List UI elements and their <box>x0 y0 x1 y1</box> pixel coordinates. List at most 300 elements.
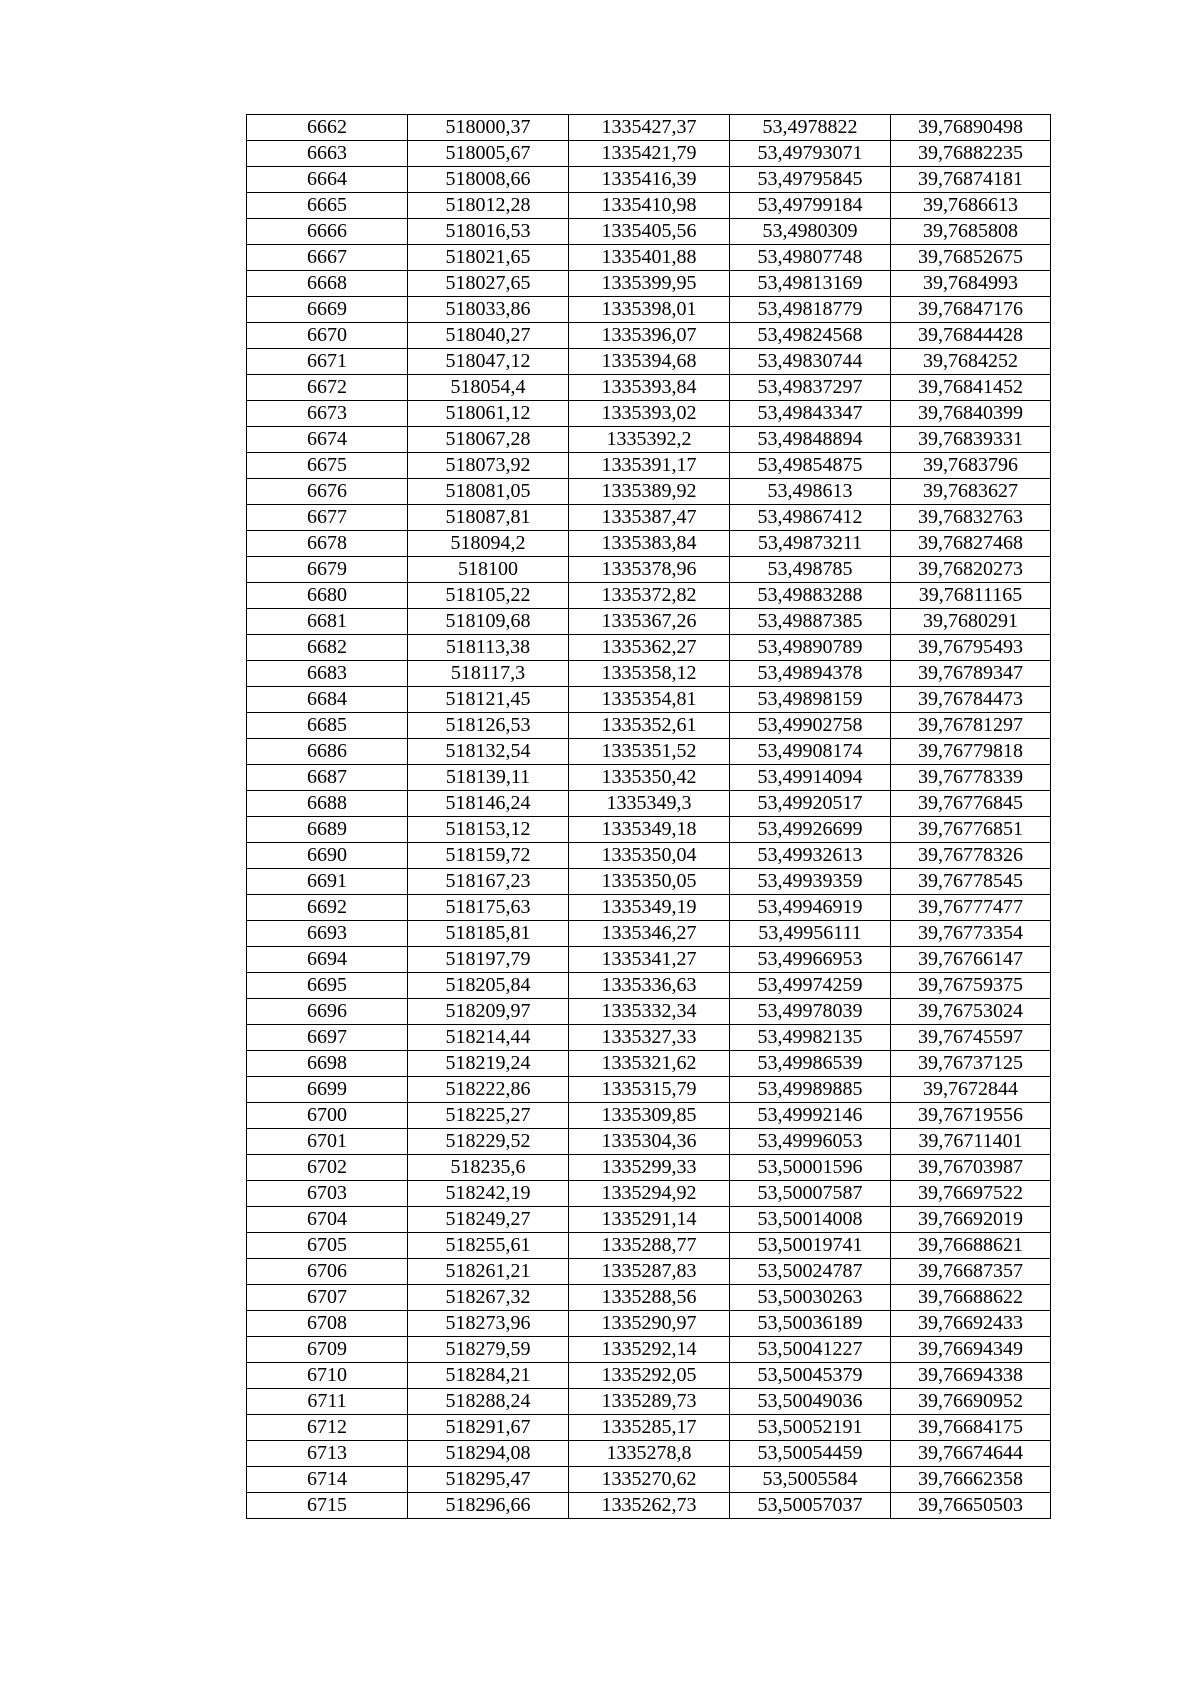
point-number-cell: 6668 <box>247 271 408 297</box>
latitude-cell: 53,50036189 <box>730 1311 891 1337</box>
x-coordinate-cell: 518132,54 <box>408 739 569 765</box>
table-row <box>247 713 1051 739</box>
y-coordinate-cell: 1335349,3 <box>569 791 730 817</box>
point-number-cell: 6690 <box>247 843 408 869</box>
point-number-cell: 6686 <box>247 739 408 765</box>
y-coordinate-cell: 1335292,05 <box>569 1363 730 1389</box>
x-coordinate-cell: 518113,38 <box>408 635 569 661</box>
table-row <box>247 1207 1051 1233</box>
latitude-cell: 53,498785 <box>730 557 891 583</box>
table-row <box>247 323 1051 349</box>
longitude-cell: 39,7686613 <box>891 193 1051 219</box>
latitude-cell: 53,49818779 <box>730 297 891 323</box>
point-number-cell: 6688 <box>247 791 408 817</box>
point-number-cell: 6676 <box>247 479 408 505</box>
latitude-cell: 53,50019741 <box>730 1233 891 1259</box>
x-coordinate-cell: 518296,66 <box>408 1493 569 1519</box>
point-number-cell: 6694 <box>247 947 408 973</box>
table-row <box>247 1311 1051 1337</box>
latitude-cell: 53,50007587 <box>730 1181 891 1207</box>
y-coordinate-cell: 1335393,02 <box>569 401 730 427</box>
point-number-cell: 6713 <box>247 1441 408 1467</box>
longitude-cell: 39,76703987 <box>891 1155 1051 1181</box>
longitude-cell: 39,76882235 <box>891 141 1051 167</box>
y-coordinate-cell: 1335321,62 <box>569 1051 730 1077</box>
point-number-cell: 6672 <box>247 375 408 401</box>
latitude-cell: 53,50052191 <box>730 1415 891 1441</box>
latitude-cell: 53,50057037 <box>730 1493 891 1519</box>
longitude-cell: 39,76839331 <box>891 427 1051 453</box>
latitude-cell: 53,49873211 <box>730 531 891 557</box>
longitude-cell: 39,76795493 <box>891 635 1051 661</box>
point-number-cell: 6708 <box>247 1311 408 1337</box>
table-row <box>247 817 1051 843</box>
latitude-cell: 53,49837297 <box>730 375 891 401</box>
x-coordinate-cell: 518021,65 <box>408 245 569 271</box>
point-number-cell: 6662 <box>247 115 408 141</box>
point-number-cell: 6683 <box>247 661 408 687</box>
longitude-cell: 39,76684175 <box>891 1415 1051 1441</box>
y-coordinate-cell: 1335367,26 <box>569 609 730 635</box>
y-coordinate-cell: 1335399,95 <box>569 271 730 297</box>
x-coordinate-cell: 518222,86 <box>408 1077 569 1103</box>
longitude-cell: 39,76766147 <box>891 947 1051 973</box>
y-coordinate-cell: 1335349,18 <box>569 817 730 843</box>
y-coordinate-cell: 1335362,27 <box>569 635 730 661</box>
latitude-cell: 53,49813169 <box>730 271 891 297</box>
latitude-cell: 53,50041227 <box>730 1337 891 1363</box>
y-coordinate-cell: 1335393,84 <box>569 375 730 401</box>
latitude-cell: 53,49793071 <box>730 141 891 167</box>
x-coordinate-cell: 518005,67 <box>408 141 569 167</box>
point-number-cell: 6706 <box>247 1259 408 1285</box>
table-row <box>247 1363 1051 1389</box>
table-row <box>247 973 1051 999</box>
longitude-cell: 39,76690952 <box>891 1389 1051 1415</box>
table-row <box>247 1181 1051 1207</box>
y-coordinate-cell: 1335290,97 <box>569 1311 730 1337</box>
longitude-cell: 39,76688622 <box>891 1285 1051 1311</box>
table-row <box>247 999 1051 1025</box>
longitude-cell: 39,76662358 <box>891 1467 1051 1493</box>
y-coordinate-cell: 1335391,17 <box>569 453 730 479</box>
point-number-cell: 6698 <box>247 1051 408 1077</box>
y-coordinate-cell: 1335288,77 <box>569 1233 730 1259</box>
latitude-cell: 53,498613 <box>730 479 891 505</box>
point-number-cell: 6696 <box>247 999 408 1025</box>
latitude-cell: 53,49982135 <box>730 1025 891 1051</box>
point-number-cell: 6693 <box>247 921 408 947</box>
latitude-cell: 53,49830744 <box>730 349 891 375</box>
table-row <box>247 167 1051 193</box>
y-coordinate-cell: 1335389,92 <box>569 479 730 505</box>
x-coordinate-cell: 518016,53 <box>408 219 569 245</box>
x-coordinate-cell: 518139,11 <box>408 765 569 791</box>
y-coordinate-cell: 1335401,88 <box>569 245 730 271</box>
x-coordinate-cell: 518214,44 <box>408 1025 569 1051</box>
table-row <box>247 531 1051 557</box>
latitude-cell: 53,49996053 <box>730 1129 891 1155</box>
longitude-cell: 39,76890498 <box>891 115 1051 141</box>
latitude-cell: 53,49867412 <box>730 505 891 531</box>
x-coordinate-cell: 518146,24 <box>408 791 569 817</box>
point-number-cell: 6709 <box>247 1337 408 1363</box>
point-number-cell: 6704 <box>247 1207 408 1233</box>
y-coordinate-cell: 1335349,19 <box>569 895 730 921</box>
point-number-cell: 6691 <box>247 869 408 895</box>
latitude-cell: 53,49799184 <box>730 193 891 219</box>
y-coordinate-cell: 1335299,33 <box>569 1155 730 1181</box>
table-row <box>247 1259 1051 1285</box>
table-row <box>247 1415 1051 1441</box>
latitude-cell: 53,49946919 <box>730 895 891 921</box>
y-coordinate-cell: 1335304,36 <box>569 1129 730 1155</box>
y-coordinate-cell: 1335341,27 <box>569 947 730 973</box>
point-number-cell: 6692 <box>247 895 408 921</box>
y-coordinate-cell: 1335350,05 <box>569 869 730 895</box>
latitude-cell: 53,49939359 <box>730 869 891 895</box>
table-row <box>247 375 1051 401</box>
point-number-cell: 6700 <box>247 1103 408 1129</box>
x-coordinate-cell: 518109,68 <box>408 609 569 635</box>
x-coordinate-cell: 518295,47 <box>408 1467 569 1493</box>
latitude-cell: 53,50030263 <box>730 1285 891 1311</box>
x-coordinate-cell: 518235,6 <box>408 1155 569 1181</box>
longitude-cell: 39,76719556 <box>891 1103 1051 1129</box>
x-coordinate-cell: 518153,12 <box>408 817 569 843</box>
x-coordinate-cell: 518185,81 <box>408 921 569 947</box>
y-coordinate-cell: 1335294,92 <box>569 1181 730 1207</box>
point-number-cell: 6712 <box>247 1415 408 1441</box>
x-coordinate-cell: 518288,24 <box>408 1389 569 1415</box>
y-coordinate-cell: 1335332,34 <box>569 999 730 1025</box>
y-coordinate-cell: 1335350,04 <box>569 843 730 869</box>
longitude-cell: 39,76778339 <box>891 765 1051 791</box>
table-row <box>247 1051 1051 1077</box>
table-row <box>247 583 1051 609</box>
table-row <box>247 1025 1051 1051</box>
x-coordinate-cell: 518273,96 <box>408 1311 569 1337</box>
table-row <box>247 765 1051 791</box>
point-number-cell: 6665 <box>247 193 408 219</box>
longitude-cell: 39,76711401 <box>891 1129 1051 1155</box>
y-coordinate-cell: 1335309,85 <box>569 1103 730 1129</box>
table-row <box>247 1441 1051 1467</box>
table-row <box>247 947 1051 973</box>
longitude-cell: 39,76777477 <box>891 895 1051 921</box>
point-number-cell: 6667 <box>247 245 408 271</box>
latitude-cell: 53,49848894 <box>730 427 891 453</box>
x-coordinate-cell: 518121,45 <box>408 687 569 713</box>
table-row <box>247 141 1051 167</box>
table-row <box>247 401 1051 427</box>
point-number-cell: 6666 <box>247 219 408 245</box>
point-number-cell: 6703 <box>247 1181 408 1207</box>
longitude-cell: 39,76820273 <box>891 557 1051 583</box>
table-row <box>247 1155 1051 1181</box>
point-number-cell: 6711 <box>247 1389 408 1415</box>
table-row <box>247 271 1051 297</box>
latitude-cell: 53,49986539 <box>730 1051 891 1077</box>
point-number-cell: 6701 <box>247 1129 408 1155</box>
x-coordinate-cell: 518081,05 <box>408 479 569 505</box>
longitude-cell: 39,76697522 <box>891 1181 1051 1207</box>
x-coordinate-cell: 518100 <box>408 557 569 583</box>
x-coordinate-cell: 518225,27 <box>408 1103 569 1129</box>
table-row <box>247 1129 1051 1155</box>
longitude-cell: 39,76745597 <box>891 1025 1051 1051</box>
y-coordinate-cell: 1335287,83 <box>569 1259 730 1285</box>
longitude-cell: 39,7684993 <box>891 271 1051 297</box>
table-row <box>247 1337 1051 1363</box>
latitude-cell: 53,49854875 <box>730 453 891 479</box>
y-coordinate-cell: 1335350,42 <box>569 765 730 791</box>
coordinates-table-body <box>247 115 1051 1519</box>
longitude-cell: 39,76692433 <box>891 1311 1051 1337</box>
y-coordinate-cell: 1335270,62 <box>569 1467 730 1493</box>
table-row <box>247 1389 1051 1415</box>
longitude-cell: 39,76844428 <box>891 323 1051 349</box>
table-row <box>247 791 1051 817</box>
longitude-cell: 39,76687357 <box>891 1259 1051 1285</box>
longitude-cell: 39,76737125 <box>891 1051 1051 1077</box>
point-number-cell: 6671 <box>247 349 408 375</box>
table-row <box>247 115 1051 141</box>
table-row <box>247 921 1051 947</box>
y-coordinate-cell: 1335383,84 <box>569 531 730 557</box>
point-number-cell: 6702 <box>247 1155 408 1181</box>
x-coordinate-cell: 518267,32 <box>408 1285 569 1311</box>
x-coordinate-cell: 518229,52 <box>408 1129 569 1155</box>
table-row <box>247 557 1051 583</box>
y-coordinate-cell: 1335289,73 <box>569 1389 730 1415</box>
longitude-cell: 39,76811165 <box>891 583 1051 609</box>
point-number-cell: 6710 <box>247 1363 408 1389</box>
table-row <box>247 505 1051 531</box>
x-coordinate-cell: 518094,2 <box>408 531 569 557</box>
table-row <box>247 1467 1051 1493</box>
x-coordinate-cell: 518027,65 <box>408 271 569 297</box>
latitude-cell: 53,50045379 <box>730 1363 891 1389</box>
x-coordinate-cell: 518105,22 <box>408 583 569 609</box>
latitude-cell: 53,50001596 <box>730 1155 891 1181</box>
x-coordinate-cell: 518197,79 <box>408 947 569 973</box>
coordinates-table <box>246 114 1051 1519</box>
point-number-cell: 6679 <box>247 557 408 583</box>
longitude-cell: 39,76650503 <box>891 1493 1051 1519</box>
y-coordinate-cell: 1335427,37 <box>569 115 730 141</box>
x-coordinate-cell: 518294,08 <box>408 1441 569 1467</box>
y-coordinate-cell: 1335387,47 <box>569 505 730 531</box>
latitude-cell: 53,49795845 <box>730 167 891 193</box>
table-row <box>247 427 1051 453</box>
y-coordinate-cell: 1335405,56 <box>569 219 730 245</box>
longitude-cell: 39,76847176 <box>891 297 1051 323</box>
table-row <box>247 1103 1051 1129</box>
x-coordinate-cell: 518261,21 <box>408 1259 569 1285</box>
table-row <box>247 843 1051 869</box>
latitude-cell: 53,49914094 <box>730 765 891 791</box>
x-coordinate-cell: 518242,19 <box>408 1181 569 1207</box>
longitude-cell: 39,76694349 <box>891 1337 1051 1363</box>
latitude-cell: 53,49926699 <box>730 817 891 843</box>
point-number-cell: 6707 <box>247 1285 408 1311</box>
point-number-cell: 6714 <box>247 1467 408 1493</box>
x-coordinate-cell: 518033,86 <box>408 297 569 323</box>
longitude-cell: 39,76874181 <box>891 167 1051 193</box>
longitude-cell: 39,76778326 <box>891 843 1051 869</box>
point-number-cell: 6674 <box>247 427 408 453</box>
y-coordinate-cell: 1335292,14 <box>569 1337 730 1363</box>
latitude-cell: 53,49966953 <box>730 947 891 973</box>
latitude-cell: 53,4980309 <box>730 219 891 245</box>
point-number-cell: 6695 <box>247 973 408 999</box>
x-coordinate-cell: 518209,97 <box>408 999 569 1025</box>
longitude-cell: 39,76776851 <box>891 817 1051 843</box>
point-number-cell: 6680 <box>247 583 408 609</box>
table-row <box>247 869 1051 895</box>
y-coordinate-cell: 1335351,52 <box>569 739 730 765</box>
table-row <box>247 895 1051 921</box>
x-coordinate-cell: 518205,84 <box>408 973 569 999</box>
longitude-cell: 39,76827468 <box>891 531 1051 557</box>
latitude-cell: 53,49974259 <box>730 973 891 999</box>
y-coordinate-cell: 1335352,61 <box>569 713 730 739</box>
table-row <box>247 687 1051 713</box>
y-coordinate-cell: 1335262,73 <box>569 1493 730 1519</box>
table-row <box>247 297 1051 323</box>
x-coordinate-cell: 518054,4 <box>408 375 569 401</box>
longitude-cell: 39,76789347 <box>891 661 1051 687</box>
x-coordinate-cell: 518047,12 <box>408 349 569 375</box>
latitude-cell: 53,49898159 <box>730 687 891 713</box>
point-number-cell: 6699 <box>247 1077 408 1103</box>
y-coordinate-cell: 1335291,14 <box>569 1207 730 1233</box>
longitude-cell: 39,76778545 <box>891 869 1051 895</box>
longitude-cell: 39,76674644 <box>891 1441 1051 1467</box>
latitude-cell: 53,50014008 <box>730 1207 891 1233</box>
table-row <box>247 453 1051 479</box>
longitude-cell: 39,76688621 <box>891 1233 1051 1259</box>
x-coordinate-cell: 518249,27 <box>408 1207 569 1233</box>
table-row <box>247 609 1051 635</box>
latitude-cell: 53,49883288 <box>730 583 891 609</box>
point-number-cell: 6677 <box>247 505 408 531</box>
y-coordinate-cell: 1335354,81 <box>569 687 730 713</box>
longitude-cell: 39,76773354 <box>891 921 1051 947</box>
longitude-cell: 39,76759375 <box>891 973 1051 999</box>
y-coordinate-cell: 1335394,68 <box>569 349 730 375</box>
y-coordinate-cell: 1335327,33 <box>569 1025 730 1051</box>
y-coordinate-cell: 1335315,79 <box>569 1077 730 1103</box>
x-coordinate-cell: 518279,59 <box>408 1337 569 1363</box>
y-coordinate-cell: 1335396,07 <box>569 323 730 349</box>
latitude-cell: 53,50049036 <box>730 1389 891 1415</box>
latitude-cell: 53,49956111 <box>730 921 891 947</box>
longitude-cell: 39,76779818 <box>891 739 1051 765</box>
longitude-cell: 39,76781297 <box>891 713 1051 739</box>
point-number-cell: 6685 <box>247 713 408 739</box>
x-coordinate-cell: 518061,12 <box>408 401 569 427</box>
longitude-cell: 39,76776845 <box>891 791 1051 817</box>
table-row <box>247 193 1051 219</box>
latitude-cell: 53,50024787 <box>730 1259 891 1285</box>
table-row <box>247 739 1051 765</box>
latitude-cell: 53,49992146 <box>730 1103 891 1129</box>
longitude-cell: 39,7685808 <box>891 219 1051 245</box>
latitude-cell: 53,5005584 <box>730 1467 891 1493</box>
longitude-cell: 39,7683627 <box>891 479 1051 505</box>
point-number-cell: 6681 <box>247 609 408 635</box>
longitude-cell: 39,7683796 <box>891 453 1051 479</box>
x-coordinate-cell: 518087,81 <box>408 505 569 531</box>
point-number-cell: 6675 <box>247 453 408 479</box>
longitude-cell: 39,76841452 <box>891 375 1051 401</box>
table-row <box>247 1285 1051 1311</box>
point-number-cell: 6715 <box>247 1493 408 1519</box>
table-row <box>247 661 1051 687</box>
point-number-cell: 6687 <box>247 765 408 791</box>
x-coordinate-cell: 518159,72 <box>408 843 569 869</box>
y-coordinate-cell: 1335416,39 <box>569 167 730 193</box>
point-number-cell: 6670 <box>247 323 408 349</box>
latitude-cell: 53,49824568 <box>730 323 891 349</box>
table-row <box>247 635 1051 661</box>
point-number-cell: 6689 <box>247 817 408 843</box>
y-coordinate-cell: 1335392,2 <box>569 427 730 453</box>
latitude-cell: 53,49908174 <box>730 739 891 765</box>
x-coordinate-cell: 518040,27 <box>408 323 569 349</box>
x-coordinate-cell: 518012,28 <box>408 193 569 219</box>
longitude-cell: 39,76784473 <box>891 687 1051 713</box>
latitude-cell: 53,49887385 <box>730 609 891 635</box>
point-number-cell: 6705 <box>247 1233 408 1259</box>
x-coordinate-cell: 518284,21 <box>408 1363 569 1389</box>
point-number-cell: 6673 <box>247 401 408 427</box>
point-number-cell: 6678 <box>247 531 408 557</box>
longitude-cell: 39,76694338 <box>891 1363 1051 1389</box>
point-number-cell: 6663 <box>247 141 408 167</box>
longitude-cell: 39,76692019 <box>891 1207 1051 1233</box>
latitude-cell: 53,49902758 <box>730 713 891 739</box>
y-coordinate-cell: 1335285,17 <box>569 1415 730 1441</box>
latitude-cell: 53,49890789 <box>730 635 891 661</box>
latitude-cell: 53,4978822 <box>730 115 891 141</box>
y-coordinate-cell: 1335372,82 <box>569 583 730 609</box>
x-coordinate-cell: 518008,66 <box>408 167 569 193</box>
table-row <box>247 349 1051 375</box>
table-row <box>247 1233 1051 1259</box>
y-coordinate-cell: 1335410,98 <box>569 193 730 219</box>
latitude-cell: 53,49932613 <box>730 843 891 869</box>
y-coordinate-cell: 1335346,27 <box>569 921 730 947</box>
x-coordinate-cell: 518117,3 <box>408 661 569 687</box>
y-coordinate-cell: 1335358,12 <box>569 661 730 687</box>
x-coordinate-cell: 518291,67 <box>408 1415 569 1441</box>
x-coordinate-cell: 518000,37 <box>408 115 569 141</box>
longitude-cell: 39,7684252 <box>891 349 1051 375</box>
latitude-cell: 53,49920517 <box>730 791 891 817</box>
x-coordinate-cell: 518175,63 <box>408 895 569 921</box>
latitude-cell: 53,49894378 <box>730 661 891 687</box>
latitude-cell: 53,49843347 <box>730 401 891 427</box>
point-number-cell: 6684 <box>247 687 408 713</box>
x-coordinate-cell: 518067,28 <box>408 427 569 453</box>
longitude-cell: 39,76753024 <box>891 999 1051 1025</box>
longitude-cell: 39,7672844 <box>891 1077 1051 1103</box>
y-coordinate-cell: 1335378,96 <box>569 557 730 583</box>
x-coordinate-cell: 518073,92 <box>408 453 569 479</box>
